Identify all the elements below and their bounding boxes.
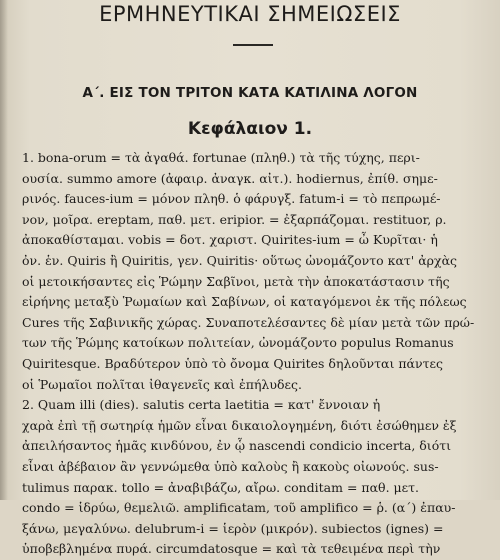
text-line: των τῆς Ῥώμης κατοίκων πολιτείαν, ὠνομάζοντο populus Romanus: [22, 335, 454, 351]
text-line: νον, μοῖρα. ereptam, παθ. μετ. eripior. = ἐξαρπάζομαι. restituor, ρ.: [22, 211, 447, 227]
text-line: εἶναι ἀβέβαιον ἂν γεννώμεθα ὑπὸ καλοὺς ἢ κακοὺς οἰωνούς. sus-: [22, 458, 439, 474]
text-line: ξάνω, μεγαλύνω. delubrum-i = ἱερὸν (μικρόν). subiectos (ignes) =: [22, 520, 444, 536]
text-line: χαρὰ ἐπὶ τῇ σωτηρίᾳ ἡμῶν εἶναι δικαιολογημένη, διότι ἐσώθημεν ἐξ: [22, 417, 457, 433]
text-line: ὀν. ἑν. Quiris ἢ Quiritis, γεν. Quiritis· οὕτως ὠνομάζοντο κατ' ἀρχὰς: [22, 252, 458, 268]
text-line: Quiritesque. Βραδύτερον ὑπὸ τὸ ὄνομα Quirites δηλοῦνται πάντες: [22, 355, 443, 371]
text-line: εἰρήνης μεταξὺ Ῥωμαίων καὶ Σαβίνων, οἱ καταγόμενοι ἐκ τῆς πόλεως: [22, 294, 467, 310]
text-line: οἱ Ῥωμαῖοι πολῖται ἰθαγενεῖς καὶ ἐπήλυδες.: [22, 376, 302, 392]
text-line: 1. bona-orum = τὰ ἀγαθά. fortunae (πληθ.) τὰ τῆς τύχης, περι-: [22, 150, 420, 165]
text-line: ἀποκαθίσταμαι. vobis = δοτ. χαριστ. Quirites-ium = ὦ Κυρῖται· ἡ: [22, 232, 438, 248]
running-title: ΕΡΜΗΝΕΥΤΙΚΑΙ ΣΗΜΕΙΩΣΕΙΣ: [99, 2, 401, 26]
text-line: ουσία. summo amore (ἀφαιρ. ἀναγκ. αἰτ.). hodiernus, ἐπίθ. σημε-: [22, 170, 438, 186]
text-line: condo = ἱδρύω, θεμελιῶ. amplificatam, τοῦ amplifico = ῥ. (α΄) ἐπαυ-: [22, 500, 456, 516]
text-line: 2. Quam illi (dies). salutis certa laetitia = κατ' ἔννοιαν ἡ: [22, 397, 381, 413]
text-line: tulimus παρακ. tollo = ἀναβιβάζω, αἴρω. conditam = παθ. μετ.: [22, 479, 420, 495]
section-title: Α΄. ΕΙΣ ΤΟΝ ΤΡΙΤΟΝ ΚΑΤΑ ΚΑΤΙΛΙΝΑ ΛΟΓΟΝ: [82, 85, 418, 101]
text-line: ἀπειλήσαντος ἡμᾶς κινδύνου, ἐν ᾧ nascendi condicio incerta, διότι: [22, 438, 452, 454]
page-gutter-shadow: [0, 0, 8, 500]
text-line: Cures τῆς Σαβινικῆς χώρας. Συναποτελέσαντες δὲ μίαν μετὰ τῶν πρώ-: [22, 314, 475, 330]
text-line: ὑποβεβλημένα πυρά. circumdatosque = καὶ τὰ τεθειμένα περὶ τὴν: [22, 541, 441, 557]
title-rule: [233, 44, 273, 46]
text-line: ρινός. fauces-ium = μόνον πληθ. ὁ φάρυγξ. fatum-i = τὸ πεπρωμέ-: [22, 191, 441, 207]
body-text: [22, 148, 498, 560]
chapter-title: Κεφάλαιον 1.: [187, 119, 313, 139]
text-line: οἱ μετοικήσαντες εἰς Ῥώμην Σαβῖνοι, μετὰ τὴν ἀποκατάστασιν τῆς: [22, 273, 450, 289]
